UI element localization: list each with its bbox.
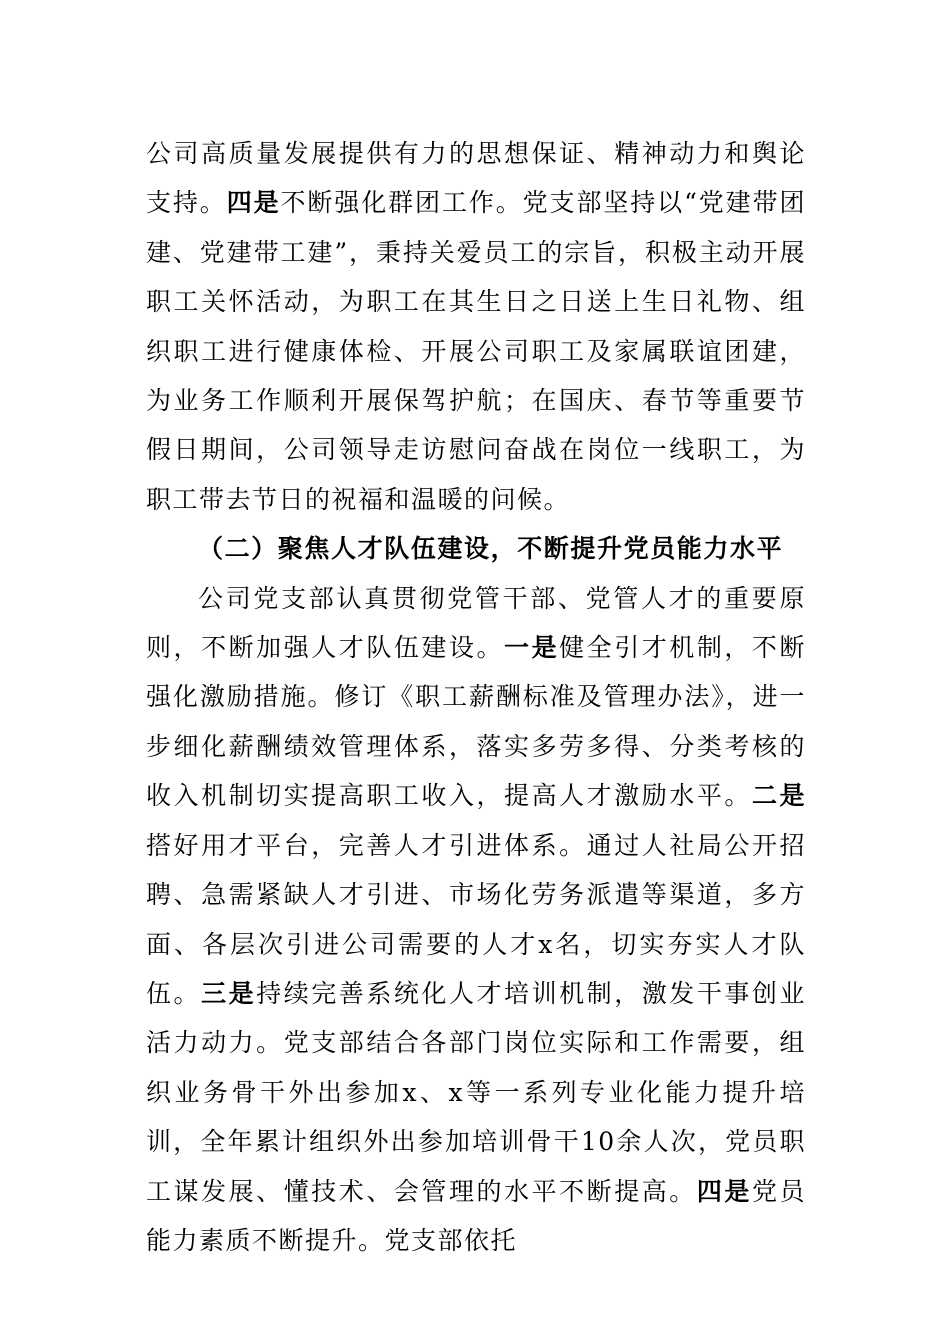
lead-phrase-four: 四是 — [226, 188, 281, 218]
paragraph-text: 持续完善系统化人才培训机制，激发干事创业活力动力。党支部结合各部门岗位实际和工作需要，组织业务骨干外出参加x、x等一系列专业化能力提升培训，全年累计组织外出参加培训骨干10余人次，党员职工谋发展、懂技术、会管理的水平不断提高。 — [146, 978, 806, 1206]
lead-phrase-two: 二是 — [751, 781, 806, 811]
paragraph-text: 党员能力素质不断提升。党支部依托 — [146, 1176, 806, 1255]
paragraph-talent-building — [146, 574, 806, 1266]
paragraph-text: 搭好用才平台，完善人才引进体系。通过人社局公开招聘、急需紧缺人才引进、市场化劳务派遣等渠道，多方面、各层次引进公司需要的人才x名，切实夯实人才队伍。 — [146, 830, 806, 1008]
section-heading-talent: （二）聚焦人才队伍建设，不断提升党员能力水平 — [198, 534, 784, 564]
lead-phrase-one: 一是 — [504, 633, 560, 663]
paragraph-text: 公司高质量发展提供有力的思想保证、精神动力和舆论支持。 — [146, 139, 806, 218]
lead-phrase-three: 三是 — [201, 978, 257, 1008]
paragraph-group-work — [146, 129, 806, 524]
paragraph-text: 不断强化群团工作。党支部坚持以“党建带团建、党建带工建”，秉持关爱员工的宗旨，积极主动开展职工关怀活动，为职工在其生日之日送上生日礼物、组织职工进行健康体检、开展公司职工及家属联谊团建，为业务工作顺利开展保驾护航；在国庆、春节等重要节假日期间，公司领导走访慰问奋战在岗位一线职工，为职工带去节日的祝福和温暖的问候。 — [146, 188, 806, 514]
paragraph-text: 健全引才机制，不断强化激励措施。修订《职工薪酬标准及管理办法》，进一步细化薪酬绩效管理体系，落实多劳多得、分类考核的收入机制切实提高职工收入，提高人才激励水平。 — [146, 633, 806, 811]
paragraph-text: 公司党支部认真贯彻党管干部、党管人才的重要原则，不断加强人才队伍建设。 — [146, 583, 806, 663]
document-body — [146, 129, 806, 1265]
lead-phrase-four: 四是 — [696, 1176, 752, 1206]
